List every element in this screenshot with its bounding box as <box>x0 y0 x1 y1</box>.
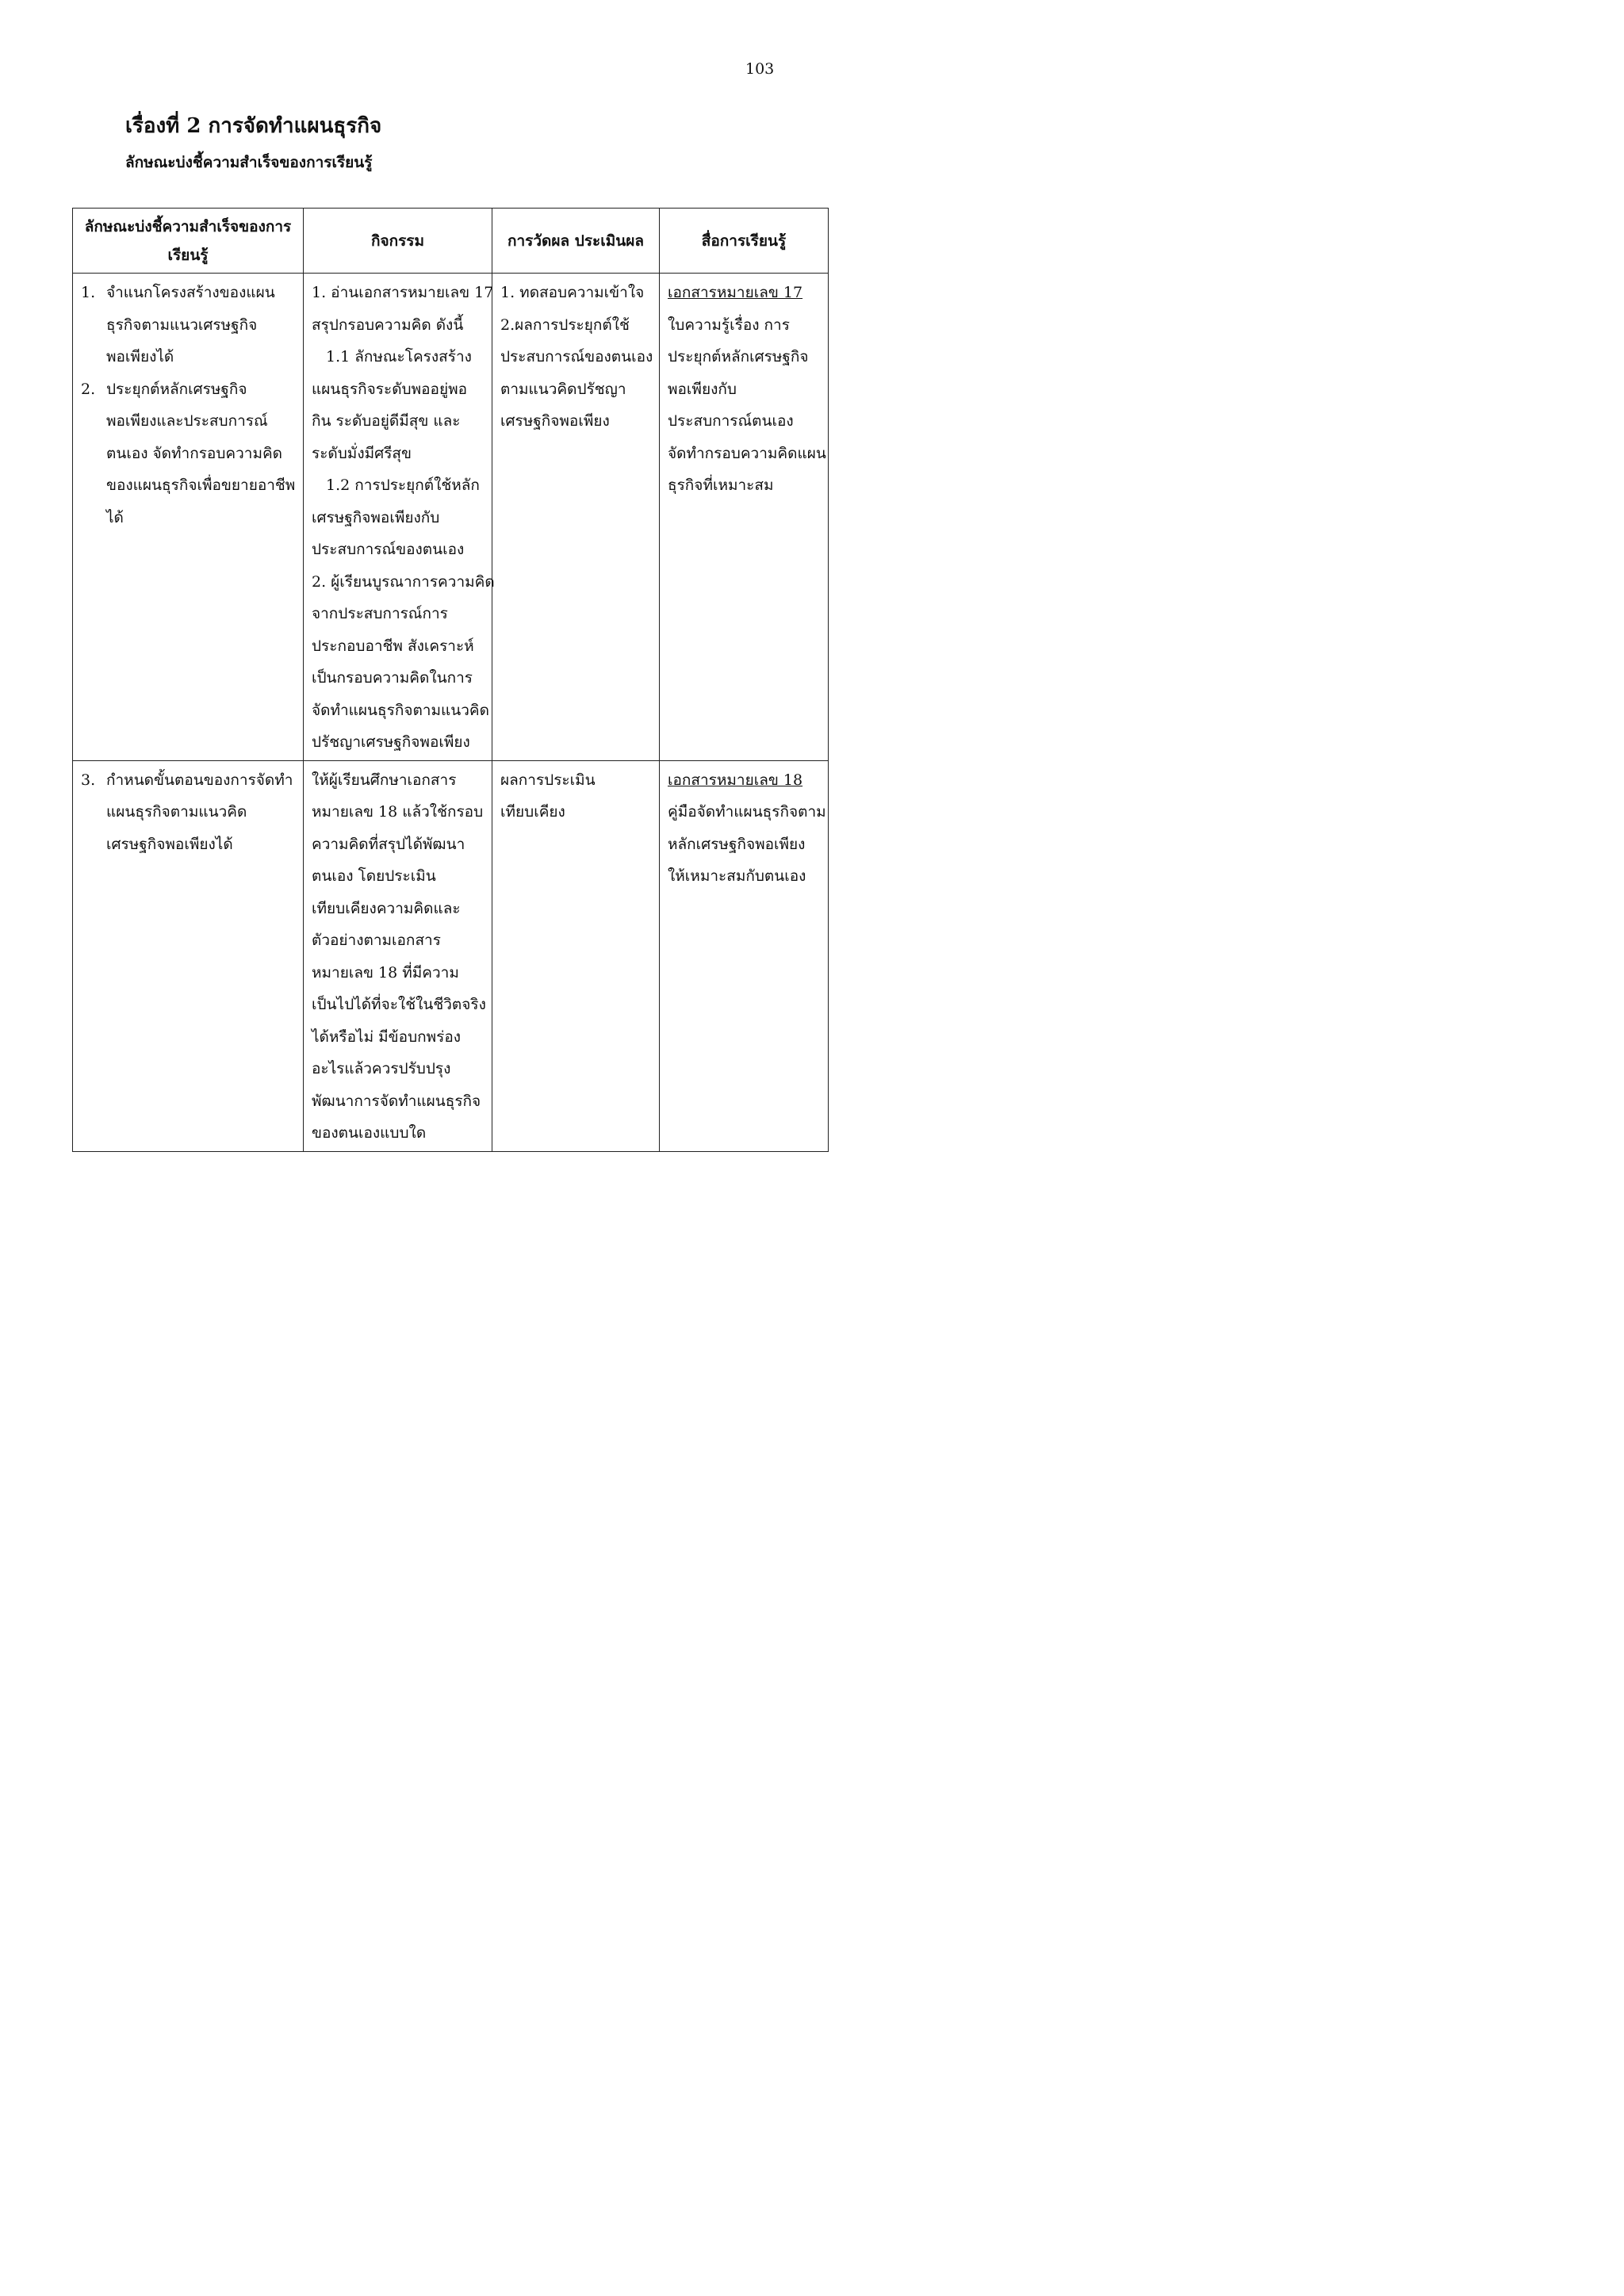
activity-line: ได้หรือไม่ มีข้อบกพร่อง <box>312 1027 462 1046</box>
activity-line: 2. ผู้เรียนบูรณาการความคิด <box>312 572 495 591</box>
media-line: ประสบการณ์ตนเอง <box>668 412 794 430</box>
cell-indicators <box>73 274 304 761</box>
header-assessment: การวัดผล ประเมินผล <box>492 209 660 274</box>
indicator-number: 2. <box>81 380 96 398</box>
page-number: 103 <box>745 60 775 78</box>
assessment-line: เทียบเคียง <box>500 803 565 821</box>
header-indicators <box>73 209 304 274</box>
assessment-line: 1. ทดสอบความเข้าใจ <box>500 284 645 301</box>
activity-line: 1.2 การประยุกต์ใช้หลัก <box>326 476 480 494</box>
activity-line: 1. อ่านเอกสารหมายเลข 17 <box>312 284 494 301</box>
header-indicators-line2: เรียนรู้ <box>167 246 209 264</box>
indicator-line: กำหนดขั้นตอนของการจัดทำ <box>106 771 293 789</box>
indicator-item <box>81 764 297 861</box>
activity-line: กิน ระดับอยู่ดีมีสุข และ <box>312 412 461 430</box>
header-media: สื่อการเรียนรู้ <box>660 209 829 274</box>
indicator-line: ตนเอง จัดทำกรอบความคิด <box>106 444 283 462</box>
activity-line: ให้ผู้เรียนศึกษาเอกสาร <box>312 771 457 789</box>
media-line: จัดทำกรอบความคิดแผน <box>668 444 826 462</box>
indicator-item <box>81 277 297 373</box>
table-header-row <box>73 209 829 274</box>
activity-line: ตนเอง โดยประเมิน <box>312 867 436 885</box>
activity-line: ตัวอย่างตามเอกสาร <box>312 932 441 949</box>
section-subtitle: ลักษณะบ่งชี้ความสำเร็จของการเรียนรู้ <box>125 154 373 171</box>
activity-line: เป็นไปได้ที่จะใช้ในชีวิตจริง <box>312 996 486 1013</box>
activity-line: ปรัชญาเศรษฐกิจพอเพียง <box>312 733 470 751</box>
assessment-line: ผลการประเมิน <box>500 771 596 789</box>
cell-media <box>660 274 829 761</box>
activity-line: หมายเลข 18 แล้วใช้กรอบ <box>312 803 484 821</box>
table-row <box>73 274 829 761</box>
indicator-line: ได้ <box>106 508 124 526</box>
media-line: ให้เหมาะสมกับตนเอง <box>668 867 806 885</box>
indicator-line: ของแผนธุรกิจเพื่อขยายอาชีพ <box>106 476 296 494</box>
activity-line: ของตนเองแบบใด <box>312 1124 427 1142</box>
document-reference: เอกสารหมายเลข 17 <box>668 284 803 301</box>
activity-line: จากประสบการณ์การ <box>312 605 448 622</box>
indicator-line: พอเพียงได้ <box>106 348 174 365</box>
activity-line: อะไรแล้วควรปรับปรุง <box>312 1060 451 1077</box>
activity-line: ความคิดที่สรุปได้พัฒนา <box>312 835 465 853</box>
indicator-line: ธุรกิจตามแนวเศรษฐกิจ <box>106 316 258 334</box>
assessment-line: ประสบการณ์ของตนเอง <box>500 348 653 365</box>
table-row <box>73 760 829 1151</box>
assessment-line: ตามแนวคิดปรัชญา <box>500 380 626 398</box>
activity-line: เทียบเคียงความคิดและ <box>312 899 461 917</box>
cell-assessment <box>492 760 660 1151</box>
cell-activities <box>304 760 492 1151</box>
cell-assessment <box>492 274 660 761</box>
cell-activities <box>304 274 495 761</box>
indicator-line: ประยุกต์หลักเศรษฐกิจ <box>106 380 247 398</box>
learning-plan-table <box>72 208 829 1152</box>
indicator-line: พอเพียงและประสบการณ์ <box>106 412 268 430</box>
activity-line: ประสบการณ์ของตนเอง <box>312 541 465 558</box>
media-line: ใบความรู้เรื่อง การ <box>668 316 790 334</box>
cell-indicators <box>73 760 304 1151</box>
activity-line: แผนธุรกิจระดับพออยู่พอ <box>312 380 468 398</box>
activity-line: หมายเลข 18 ที่มีความ <box>312 963 459 982</box>
assessment-line: เศรษฐกิจพอเพียง <box>500 412 610 430</box>
activity-line: พัฒนาการจัดทำแผนธุรกิจ <box>312 1092 481 1110</box>
indicator-number: 1. <box>81 284 96 301</box>
media-line: พอเพียงกับ <box>668 380 737 398</box>
indicator-line: เศรษฐกิจพอเพียงได้ <box>106 835 233 853</box>
indicator-item <box>81 373 297 534</box>
cell-media <box>660 760 829 1151</box>
activity-line: เศรษฐกิจพอเพียงกับ <box>312 508 440 526</box>
media-line: หลักเศรษฐกิจพอเพียง <box>668 835 806 853</box>
header-activities: กิจกรรม <box>304 209 492 274</box>
media-line: คู่มือจัดทำแผนธุรกิจตาม <box>668 803 826 821</box>
indicator-line: แผนธุรกิจตามแนวคิด <box>106 803 247 821</box>
assessment-line: 2.ผลการประยุกต์ใช้ <box>500 316 630 334</box>
activity-line: สรุปกรอบความคิด ดังนี้ <box>312 316 464 334</box>
page-title: เรื่องที่ 2 การจัดทำแผนธุรกิจ <box>125 114 382 138</box>
indicator-line: จำแนกโครงสร้างของแผน <box>106 284 275 301</box>
media-line: ธุรกิจที่เหมาะสม <box>668 476 774 494</box>
media-line: ประยุกต์หลักเศรษฐกิจ <box>668 348 809 365</box>
indicator-number: 3. <box>81 771 96 789</box>
header-indicators-line1: ลักษณะบ่งชี้ความสำเร็จของการ <box>84 217 292 235</box>
document-reference: เอกสารหมายเลข 18 <box>668 771 803 789</box>
activity-line: เป็นกรอบความคิดในการ <box>312 669 473 687</box>
activity-line: 1.1 ลักษณะโครงสร้าง <box>326 348 472 365</box>
activity-line: จัดทำแผนธุรกิจตามแนวคิด <box>312 701 489 719</box>
activity-line: ประกอบอาชีพ สังเคราะห์ <box>312 637 474 655</box>
activity-line: ระดับมั่งมีศรีสุข <box>312 444 412 462</box>
